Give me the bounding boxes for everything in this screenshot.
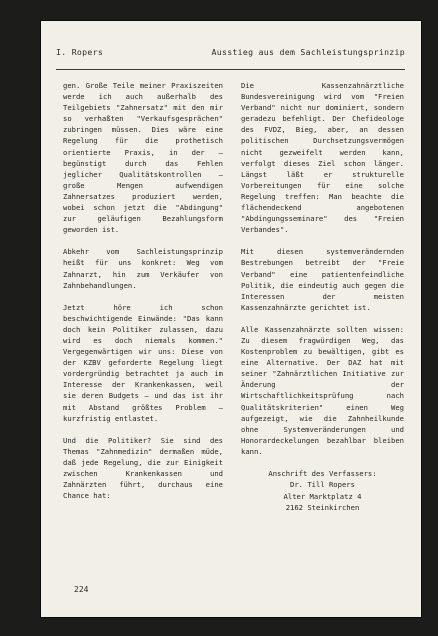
right-paragraph-3: Alle Kassenzahnärzte sollten wissen: Zu diesem fragwürdigen Weg, das Kostenproblem zu bewältigen, gibt es eine Alternative. Der DAZ hat mit seiner "Zahnärztlichen Initiative zur Änderung der Wirtschaftlichkeitsprüfung nach Qualitätskriterien" einen Weg aufgezeigt, wie die Zahnheilkunde ohne Systemveränderungen und Honorardeckelungen bezahlbar bleiben kann. (241, 324, 409, 456)
address-heading: Anschrift des Verfassers: (268, 469, 377, 478)
left-column (63, 80, 228, 512)
right-paragraph-2: Mit diesen systemverändernden Bestrebungen betreibt der "Freie Verband" eine patientenfeindliche Politik, die eindeutig auch gegen die Interessen der meisten Kassenzahnärzte gerichtet ist. (241, 247, 409, 312)
header-rule (56, 69, 405, 70)
page-number: 224 (74, 585, 89, 594)
left-paragraph-3: Jetzt höre ich schon beschwichtigende Einwände: "Das kann doch kein Politiker zulassen, dazu wird es doch niemals kommen." Vergegenwärtigen wir uns: Diese von der KZBV geforderte Regelung liegt vordergründig betrachtet ja auch im Interesse der Krankenkassen, weil sie deren Budgets – und das ist ihr mit Abstand größtes Problem – kurzfristig entlastet. (63, 302, 228, 423)
left-paragraph-2: Abkehr vom Sachleistungsprinzip heißt für uns konkret: Weg vom Zahnarzt, hin zum Verkäufer von Zahnbehandlungen. (63, 247, 228, 290)
header-author: I. Ropers (56, 47, 104, 57)
left-paragraph-1: gen. Große Teile meiner Praxiszeiten werde ich auch außerhalb des Teilgebiets "Zahnersatz" mit den mir so verhaßten "Verkaufsgesprächen" zubringen müssen. Dies wäre eine Regelung für die prothetisch orientierte Praxis, in der – begünstigt durch das Fehlen jeglicher Qualitätskontrollen – große Mengen aufwendigen Zahnersatzes produziert werden, wobei schon jetzt die "Abdingung" zur geläufigen Bezahlungsform geworden ist. (63, 81, 228, 235)
document-page (41, 21, 421, 617)
left-paragraph-4: Und die Politiker? Sie sind des Themas "Zahnmedizin" dermaßen müde, daß jede Regelung, die zur Einigkeit zwischen Krankenkassen und Zahnärzten führt, durchaus eine Chance hat: (63, 435, 228, 501)
address-city: 2162 Steinkirchen (285, 503, 360, 513)
right-paragraph-1: Die Kassenzahnärztliche Bundesvereinigung wird vom "Freien Verband" nicht nur dominiert, sondern geradezu befehligt. Der Chefideologe des FVDZ, Bieg, aber, an dessen politischen Durchsetzungsvermögen nicht gezweifelt werden kann, verfolgt dieses Ziel schon länger. Längst läßt er strukturelle Vorbereitungen für eine solche Regelung treffen: Man beachte die flächendeckend angebotenen "Abdingungsseminare" des "Freien Verbandes". (241, 81, 409, 235)
address-name: Dr. Till Ropers (290, 480, 355, 490)
running-header (56, 47, 405, 57)
right-column (241, 80, 409, 514)
address-street: Alter Marktplatz 4 (283, 491, 362, 501)
header-title: Ausstieg aus dem Sachleistungsprinzip (211, 47, 405, 57)
author-address (241, 468, 404, 514)
